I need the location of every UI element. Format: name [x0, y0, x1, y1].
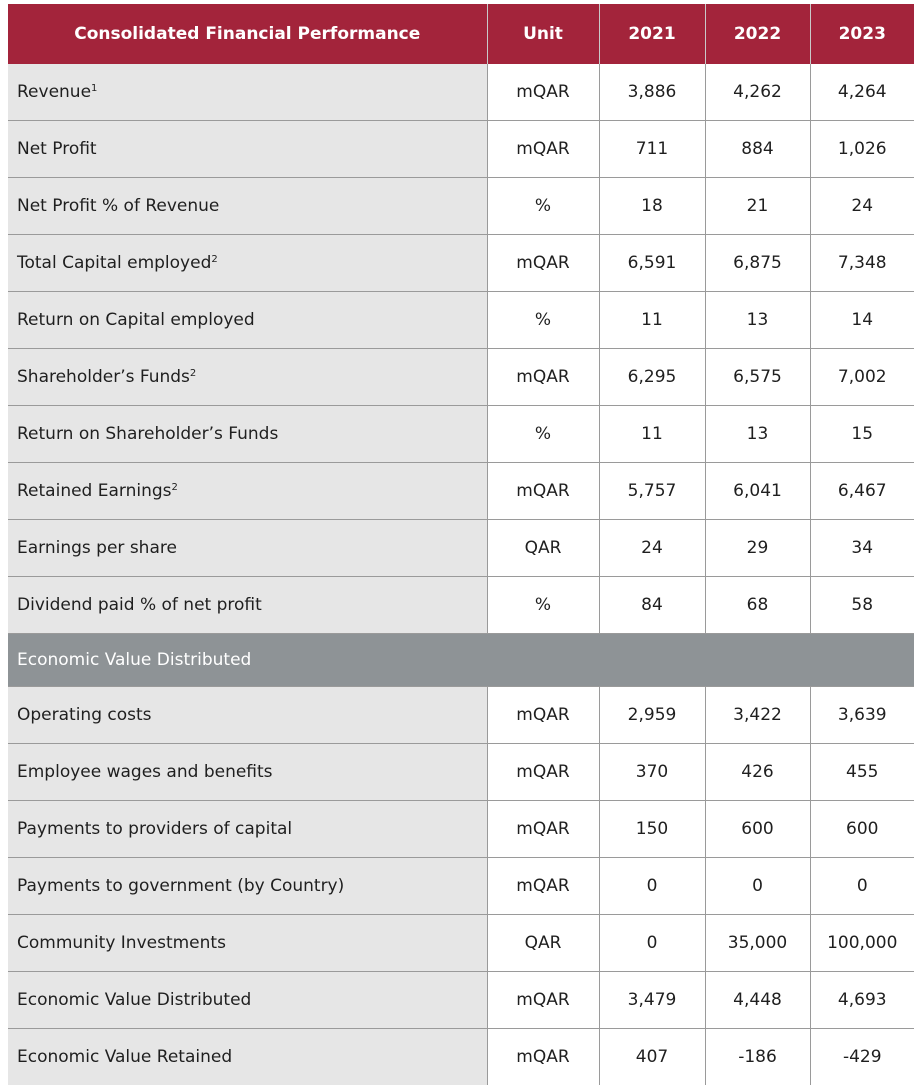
value-2023: 100,000 — [810, 915, 914, 972]
row-label: Economic Value Retained — [8, 1029, 487, 1085]
value-2021: 407 — [599, 1029, 705, 1085]
table-row — [8, 577, 914, 634]
row-label: Revenue$^1$ — [8, 64, 487, 121]
value-2022: 35,000 — [705, 915, 810, 972]
header-year-2023: 2023 — [810, 4, 914, 64]
value-2023: 14 — [810, 292, 914, 349]
value-2021: 84 — [599, 577, 705, 634]
table-row — [8, 463, 914, 520]
value-2022: 13 — [705, 292, 810, 349]
value-2022: 4,262 — [705, 64, 810, 121]
section-title: Economic Value Distributed — [8, 634, 914, 687]
header-year-2022: 2022 — [705, 4, 810, 64]
row-unit: mQAR — [487, 1029, 599, 1085]
row-unit: % — [487, 178, 599, 235]
value-2023: 58 — [810, 577, 914, 634]
row-label: Return on Capital employed — [8, 292, 487, 349]
row-label: Employee wages and benefits — [8, 744, 487, 801]
table-row — [8, 349, 914, 406]
value-2023: 0 — [810, 858, 914, 915]
row-label: Earnings per share — [8, 520, 487, 577]
value-2022: 0 — [705, 858, 810, 915]
table-row — [8, 744, 914, 801]
row-unit: mQAR — [487, 235, 599, 292]
value-2021: 24 — [599, 520, 705, 577]
row-unit: mQAR — [487, 349, 599, 406]
row-label: Operating costs — [8, 687, 487, 744]
value-2022: 13 — [705, 406, 810, 463]
row-label: Return on Shareholder’s Funds — [8, 406, 487, 463]
row-unit: mQAR — [487, 972, 599, 1029]
table-row — [8, 687, 914, 744]
financial-table-container — [8, 4, 914, 1085]
value-2021: 711 — [599, 121, 705, 178]
financial-performance-table — [8, 4, 914, 1085]
value-2023: 3,639 — [810, 687, 914, 744]
value-2022: 884 — [705, 121, 810, 178]
value-2023: 600 — [810, 801, 914, 858]
value-2022: 6,575 — [705, 349, 810, 406]
footnote-marker: 2 — [211, 254, 217, 265]
table-row — [8, 858, 914, 915]
row-label: Net Profit % of Revenue — [8, 178, 487, 235]
value-2023: 24 — [810, 178, 914, 235]
section-header-row — [8, 634, 914, 687]
row-label: Net Profit — [8, 121, 487, 178]
table-row — [8, 1029, 914, 1085]
row-unit: mQAR — [487, 687, 599, 744]
value-2022: -186 — [705, 1029, 810, 1085]
row-unit: mQAR — [487, 121, 599, 178]
value-2021: 2,959 — [599, 687, 705, 744]
value-2023: 7,348 — [810, 235, 914, 292]
row-unit: mQAR — [487, 801, 599, 858]
row-unit: % — [487, 292, 599, 349]
value-2021: 0 — [599, 915, 705, 972]
value-2022: 6,041 — [705, 463, 810, 520]
row-label: Community Investments — [8, 915, 487, 972]
value-2022: 6,875 — [705, 235, 810, 292]
row-unit: mQAR — [487, 858, 599, 915]
row-label: Shareholder’s Funds$^2$ — [8, 349, 487, 406]
value-2022: 21 — [705, 178, 810, 235]
value-2022: 426 — [705, 744, 810, 801]
value-2021: 3,886 — [599, 64, 705, 121]
value-2021: 11 — [599, 292, 705, 349]
value-2023: 6,467 — [810, 463, 914, 520]
value-2021: 6,591 — [599, 235, 705, 292]
value-2023: 4,693 — [810, 972, 914, 1029]
value-2021: 370 — [599, 744, 705, 801]
row-label: Retained Earnings$^2$ — [8, 463, 487, 520]
value-2022: 4,448 — [705, 972, 810, 1029]
table-header-row — [8, 4, 914, 64]
value-2023: 34 — [810, 520, 914, 577]
value-2023: 7,002 — [810, 349, 914, 406]
header-unit: Unit — [487, 4, 599, 64]
row-label: Total Capital employed$^2$ — [8, 235, 487, 292]
row-label: Payments to government (by Country) — [8, 858, 487, 915]
value-2021: 6,295 — [599, 349, 705, 406]
value-2023: 4,264 — [810, 64, 914, 121]
row-unit: mQAR — [487, 463, 599, 520]
table-row — [8, 235, 914, 292]
value-2023: 455 — [810, 744, 914, 801]
value-2022: 68 — [705, 577, 810, 634]
value-2021: 3,479 — [599, 972, 705, 1029]
value-2021: 0 — [599, 858, 705, 915]
row-unit: mQAR — [487, 744, 599, 801]
row-unit: QAR — [487, 520, 599, 577]
table-row — [8, 406, 914, 463]
table-row — [8, 121, 914, 178]
footnote-marker: 1 — [91, 83, 97, 94]
header-title: Consolidated Financial Performance — [8, 4, 487, 64]
value-2021: 11 — [599, 406, 705, 463]
row-label: Payments to providers of capital — [8, 801, 487, 858]
footnote-marker: 2 — [172, 482, 178, 493]
value-2023: -429 — [810, 1029, 914, 1085]
table-row — [8, 520, 914, 577]
row-unit: % — [487, 406, 599, 463]
footnote-marker: 2 — [190, 368, 196, 379]
table-row — [8, 64, 914, 121]
value-2021: 5,757 — [599, 463, 705, 520]
header-year-2021: 2021 — [599, 4, 705, 64]
value-2022: 29 — [705, 520, 810, 577]
value-2022: 3,422 — [705, 687, 810, 744]
value-2021: 18 — [599, 178, 705, 235]
value-2021: 150 — [599, 801, 705, 858]
row-unit: QAR — [487, 915, 599, 972]
value-2023: 1,026 — [810, 121, 914, 178]
row-label: Economic Value Distributed — [8, 972, 487, 1029]
table-row — [8, 801, 914, 858]
table-row — [8, 915, 914, 972]
table-row — [8, 178, 914, 235]
row-unit: % — [487, 577, 599, 634]
row-unit: mQAR — [487, 64, 599, 121]
value-2022: 600 — [705, 801, 810, 858]
row-label: Dividend paid % of net profit — [8, 577, 487, 634]
value-2023: 15 — [810, 406, 914, 463]
table-row — [8, 292, 914, 349]
table-row — [8, 972, 914, 1029]
